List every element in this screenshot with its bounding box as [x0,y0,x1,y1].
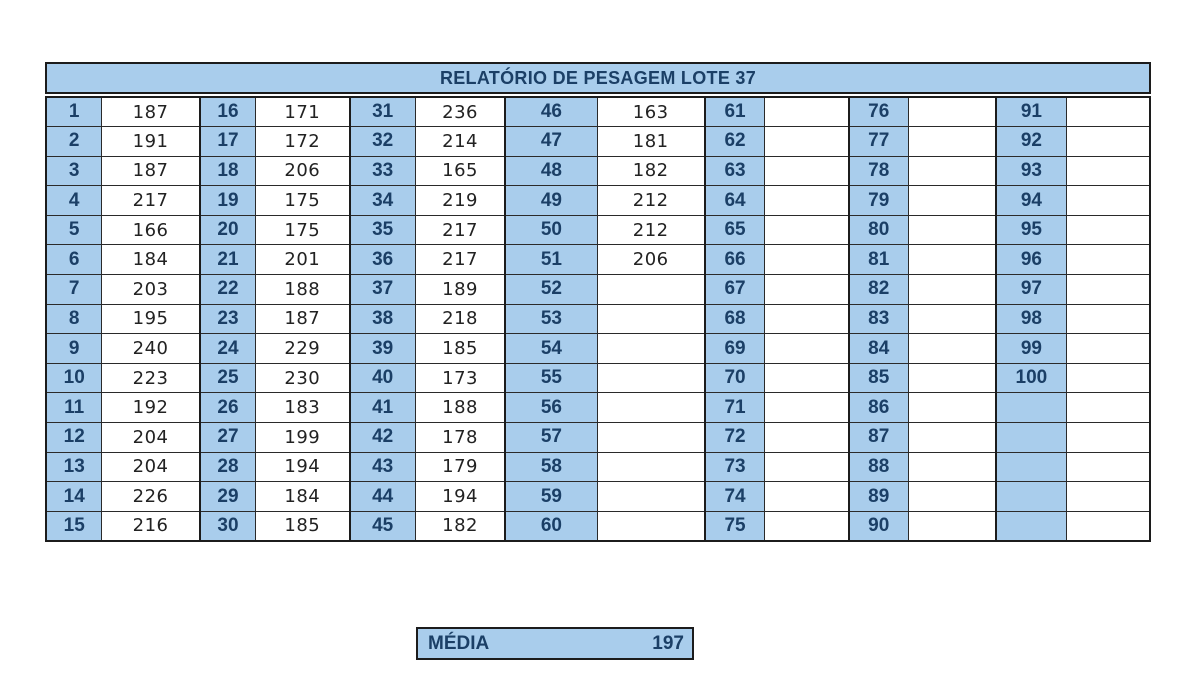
weight-value-cell [908,452,996,482]
animal-number-cell: 87 [849,423,909,453]
weight-value-cell [1066,97,1150,127]
weight-value-cell [908,275,996,305]
weight-value-cell [765,452,849,482]
weight-value-cell: 195 [102,304,200,334]
animal-number-cell: 71 [705,393,765,423]
average-bar [416,627,694,660]
animal-number-cell: 37 [350,275,416,305]
weight-value-cell [765,363,849,393]
weight-value-cell: 163 [597,97,705,127]
weight-value-cell [1066,482,1150,512]
animal-number-cell: 30 [200,511,256,541]
weight-value-cell [765,393,849,423]
animal-number-cell: 8 [46,304,102,334]
weight-value-cell [765,334,849,364]
weight-value-cell [597,393,705,423]
animal-number-cell: 18 [200,156,256,186]
weight-value-cell: 182 [597,156,705,186]
animal-number-cell: 24 [200,334,256,364]
table-row [46,482,1150,512]
animal-number-cell: 92 [996,127,1066,157]
animal-number-cell: 43 [350,452,416,482]
weight-value-cell [908,97,996,127]
weighing-table [45,96,1151,542]
weight-value-cell: 199 [256,423,350,453]
animal-number-cell: 41 [350,393,416,423]
animal-number-cell: 36 [350,245,416,275]
animal-number-cell: 16 [200,97,256,127]
animal-number-cell: 6 [46,245,102,275]
weight-value-cell [908,423,996,453]
weight-value-cell [908,363,996,393]
animal-number-cell: 15 [46,511,102,541]
animal-number-cell: 67 [705,275,765,305]
report-title: RELATÓRIO DE PESAGEM LOTE 37 [45,62,1151,94]
weight-value-cell [1066,393,1150,423]
animal-number-cell: 17 [200,127,256,157]
weight-value-cell: 188 [256,275,350,305]
weight-value-cell: 240 [102,334,200,364]
animal-number-cell: 57 [505,423,597,453]
animal-number-cell: 79 [849,186,909,216]
weight-value-cell: 230 [256,363,350,393]
weight-value-cell [908,245,996,275]
animal-number-cell: 28 [200,452,256,482]
weight-value-cell: 201 [256,245,350,275]
animal-number-cell: 64 [705,186,765,216]
animal-number-cell: 99 [996,334,1066,364]
animal-number-cell: 68 [705,304,765,334]
animal-number-cell: 53 [505,304,597,334]
animal-number-cell: 88 [849,452,909,482]
weight-value-cell [1066,186,1150,216]
weight-value-cell [597,452,705,482]
animal-number-cell: 96 [996,245,1066,275]
animal-number-cell: 51 [505,245,597,275]
weight-value-cell: 206 [256,156,350,186]
average-label: MÉDIA [428,632,490,654]
weight-value-cell: 204 [102,452,200,482]
animal-number-cell: 35 [350,215,416,245]
average-value: 197 [652,632,684,654]
weight-value-cell: 187 [102,156,200,186]
weight-value-cell [765,423,849,453]
weight-value-cell: 204 [102,423,200,453]
animal-number-cell: 94 [996,186,1066,216]
animal-number-cell: 9 [46,334,102,364]
weight-value-cell: 187 [102,97,200,127]
weight-value-cell [597,275,705,305]
animal-number-cell: 14 [46,482,102,512]
weight-value-cell [765,304,849,334]
animal-number-cell [996,452,1066,482]
animal-number-cell: 44 [350,482,416,512]
weight-value-cell [597,304,705,334]
weight-value-cell: 179 [415,452,505,482]
animal-number-cell: 80 [849,215,909,245]
weight-value-cell [1066,363,1150,393]
weight-value-cell: 194 [415,482,505,512]
animal-number-cell: 84 [849,334,909,364]
animal-number-cell: 34 [350,186,416,216]
animal-number-cell: 19 [200,186,256,216]
animal-number-cell: 86 [849,393,909,423]
weight-value-cell: 181 [597,127,705,157]
table-row [46,275,1150,305]
animal-number-cell: 61 [705,97,765,127]
animal-number-cell: 45 [350,511,416,541]
weight-value-cell: 218 [415,304,505,334]
table-row [46,511,1150,541]
animal-number-cell: 85 [849,363,909,393]
animal-number-cell: 76 [849,97,909,127]
animal-number-cell: 20 [200,215,256,245]
weight-value-cell: 184 [102,245,200,275]
animal-number-cell: 78 [849,156,909,186]
animal-number-cell: 22 [200,275,256,305]
weight-value-cell: 165 [415,156,505,186]
animal-number-cell: 70 [705,363,765,393]
weight-value-cell [765,511,849,541]
weight-value-cell [908,304,996,334]
animal-number-cell [996,511,1066,541]
table-row [46,393,1150,423]
weight-value-cell: 188 [415,393,505,423]
animal-number-cell: 40 [350,363,416,393]
animal-number-cell: 31 [350,97,416,127]
animal-number-cell: 13 [46,452,102,482]
weight-value-cell [1066,452,1150,482]
weight-value-cell: 192 [102,393,200,423]
animal-number-cell: 2 [46,127,102,157]
animal-number-cell: 46 [505,97,597,127]
weight-value-cell: 217 [415,245,505,275]
animal-number-cell: 47 [505,127,597,157]
weight-value-cell [1066,275,1150,305]
animal-number-cell: 10 [46,363,102,393]
animal-number-cell [996,482,1066,512]
animal-number-cell: 73 [705,452,765,482]
animal-number-cell: 97 [996,275,1066,305]
weight-value-cell [765,127,849,157]
weight-value-cell: 178 [415,423,505,453]
weight-value-cell: 172 [256,127,350,157]
animal-number-cell: 49 [505,186,597,216]
weight-value-cell [908,334,996,364]
animal-number-cell: 62 [705,127,765,157]
weight-value-cell: 166 [102,215,200,245]
table-row [46,156,1150,186]
animal-number-cell: 75 [705,511,765,541]
weight-value-cell [1066,304,1150,334]
animal-number-cell: 52 [505,275,597,305]
animal-number-cell: 21 [200,245,256,275]
animal-number-cell: 95 [996,215,1066,245]
animal-number-cell: 98 [996,304,1066,334]
weight-value-cell [597,423,705,453]
table-row [46,423,1150,453]
weight-value-cell: 183 [256,393,350,423]
weight-value-cell [908,127,996,157]
animal-number-cell: 42 [350,423,416,453]
animal-number-cell: 12 [46,423,102,453]
weight-value-cell: 171 [256,97,350,127]
weighing-table-body [46,97,1150,541]
table-row [46,245,1150,275]
weight-value-cell [765,245,849,275]
table-row [46,304,1150,334]
animal-number-cell: 89 [849,482,909,512]
animal-number-cell: 65 [705,215,765,245]
animal-number-cell: 11 [46,393,102,423]
table-row [46,215,1150,245]
weight-value-cell [597,482,705,512]
animal-number-cell: 63 [705,156,765,186]
animal-number-cell: 55 [505,363,597,393]
weight-value-cell [1066,215,1150,245]
animal-number-cell: 60 [505,511,597,541]
weight-value-cell [908,393,996,423]
weight-value-cell [765,97,849,127]
animal-number-cell [996,393,1066,423]
table-row [46,363,1150,393]
animal-number-cell: 100 [996,363,1066,393]
animal-number-cell: 29 [200,482,256,512]
animal-number-cell: 74 [705,482,765,512]
table-row [46,186,1150,216]
weight-value-cell: 206 [597,245,705,275]
weight-value-cell [908,186,996,216]
animal-number-cell: 48 [505,156,597,186]
animal-number-cell: 38 [350,304,416,334]
weight-value-cell: 217 [415,215,505,245]
weight-value-cell: 217 [102,186,200,216]
weight-value-cell [765,156,849,186]
animal-number-cell: 33 [350,156,416,186]
weight-value-cell: 173 [415,363,505,393]
weight-value-cell: 236 [415,97,505,127]
animal-number-cell: 66 [705,245,765,275]
table-row [46,127,1150,157]
weight-value-cell: 226 [102,482,200,512]
animal-number-cell [996,423,1066,453]
weight-value-cell [597,511,705,541]
animal-number-cell: 23 [200,304,256,334]
weight-value-cell: 189 [415,275,505,305]
animal-number-cell: 4 [46,186,102,216]
weight-value-cell: 219 [415,186,505,216]
weight-value-cell [908,215,996,245]
animal-number-cell: 1 [46,97,102,127]
weight-value-cell: 191 [102,127,200,157]
weight-value-cell [597,363,705,393]
weight-value-cell: 175 [256,215,350,245]
weight-value-cell: 223 [102,363,200,393]
weight-value-cell: 185 [256,511,350,541]
animal-number-cell: 93 [996,156,1066,186]
animal-number-cell: 58 [505,452,597,482]
table-row [46,97,1150,127]
table-row [46,334,1150,364]
weight-value-cell [908,482,996,512]
animal-number-cell: 83 [849,304,909,334]
animal-number-cell: 39 [350,334,416,364]
weight-value-cell: 187 [256,304,350,334]
animal-number-cell: 32 [350,127,416,157]
animal-number-cell: 59 [505,482,597,512]
weight-value-cell: 184 [256,482,350,512]
animal-number-cell: 25 [200,363,256,393]
weight-value-cell [908,511,996,541]
animal-number-cell: 91 [996,97,1066,127]
animal-number-cell: 26 [200,393,256,423]
weight-value-cell: 185 [415,334,505,364]
weight-value-cell [765,275,849,305]
animal-number-cell: 54 [505,334,597,364]
table-row [46,452,1150,482]
weight-value-cell [1066,511,1150,541]
animal-number-cell: 56 [505,393,597,423]
animal-number-cell: 82 [849,275,909,305]
weight-value-cell [765,186,849,216]
weight-value-cell [765,482,849,512]
animal-number-cell: 77 [849,127,909,157]
weight-value-cell [597,334,705,364]
weight-value-cell [1066,423,1150,453]
animal-number-cell: 50 [505,215,597,245]
weight-value-cell: 212 [597,186,705,216]
animal-number-cell: 72 [705,423,765,453]
weight-value-cell: 175 [256,186,350,216]
animal-number-cell: 81 [849,245,909,275]
weight-value-cell [765,215,849,245]
weight-value-cell: 212 [597,215,705,245]
weight-value-cell: 229 [256,334,350,364]
weight-value-cell [908,156,996,186]
weight-value-cell: 203 [102,275,200,305]
weight-value-cell [1066,127,1150,157]
weight-value-cell: 214 [415,127,505,157]
animal-number-cell: 3 [46,156,102,186]
animal-number-cell: 90 [849,511,909,541]
animal-number-cell: 69 [705,334,765,364]
weight-value-cell: 216 [102,511,200,541]
animal-number-cell: 5 [46,215,102,245]
weight-value-cell [1066,245,1150,275]
weighing-report [45,62,1151,654]
weight-value-cell [1066,334,1150,364]
animal-number-cell: 27 [200,423,256,453]
weight-value-cell: 194 [256,452,350,482]
weight-value-cell [1066,156,1150,186]
animal-number-cell: 7 [46,275,102,305]
weight-value-cell: 182 [415,511,505,541]
